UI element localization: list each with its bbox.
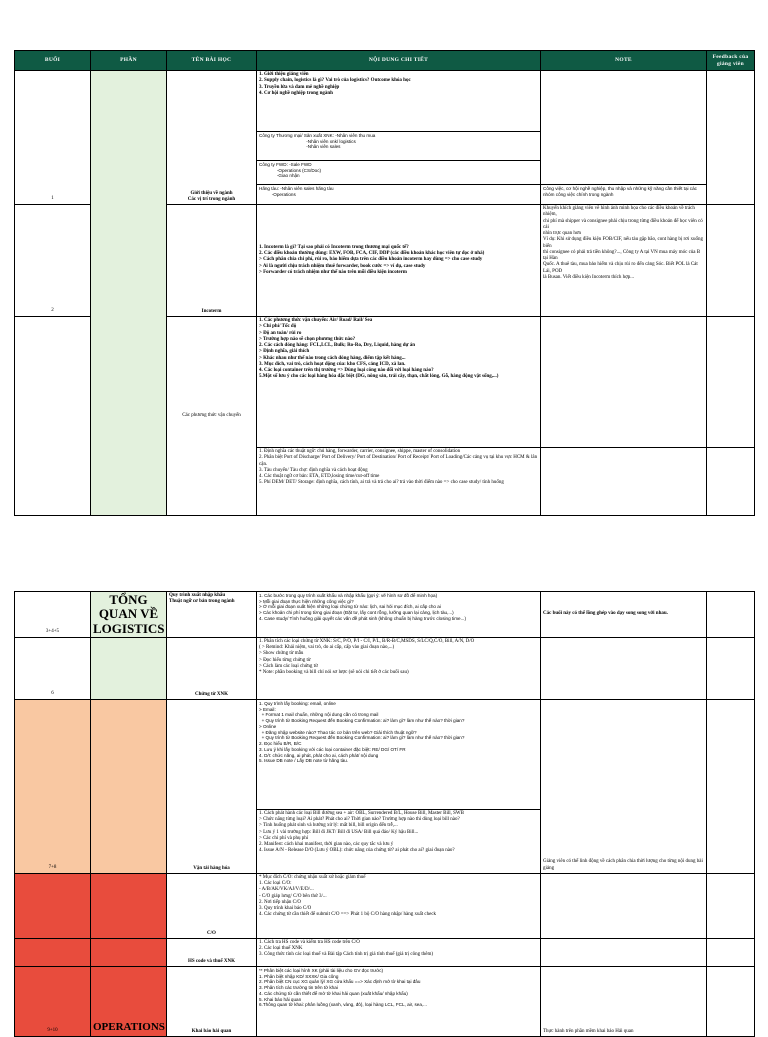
header-noi-dung: NỘI DUNG CHI TIẾT [257,51,541,71]
content-line: > Khác nhau như thế nào trong cách đóng hàng, điểm tập kết hàng... [259,355,406,361]
content-line: > Trường hợp nào sẽ chọn phương thức nào? [259,336,356,342]
content-line: -Nhân viên sales [259,144,341,150]
content-line: + Quy trình từ Booking Request đến Booking Confirmation: ai? làm gì? làm như thế nào? thời gian? [259,735,465,741]
content-chung-tu [257,637,541,699]
phan-cell-orange [91,699,167,873]
content-line: ( > Remind: Khái niệm, vai trò, do ai cấp, cấp vào giai đoạn nào,...) [259,645,395,651]
content-line: 2. Các loại thuế XNK [259,946,303,952]
content-line: -Operations [259,191,296,197]
content-line: 2. Phân biệt Port of Discharge/ Port of Delivery/ Port of Destination/ Port of Receipt/ Port of Loading/Các cảng vụ tại khu vực HCM & lân cận. [259,455,539,467]
content-line: > Ai là người chịu trách nhiệm thuê forwarder, book cước => ví dụ, case study [259,263,426,269]
feedback-empty [707,873,755,938]
content-line: 4. Issue A/N - Release D/O (Lưu ý OBL): chức năng của chứng từ? ai phát cho ai? giai đoạn nào? [259,848,455,854]
lesson-gioi-thieu [167,71,257,205]
note-line: Khuyến khích giảng viên vẽ hình ảnh minh họa cho các điều khoản về trách nhiệm, [543,206,697,218]
content-thuat-ngu [257,448,541,516]
note-van-tai: Giảng viên có thể linh động về cách phân chia thời lượng cho từng nội dung bài giảng [541,699,707,873]
content-line: > Các khoản chi phí trong từng giai đoạn (Đặt tư, lấy cont rỗng, lưỡng quan lại cảng, lịch tàu,...) [259,610,454,616]
content-line: * Mục đích C/O: chứng nhận xuất xứ hoặc giảm thuế [259,874,366,880]
feedback-empty [707,699,755,873]
note-empty [541,637,707,699]
content-line: -Operations (CS/Doc) [259,167,322,173]
content-gioi-thieu [257,71,541,132]
content-incoterm [257,205,541,317]
content-line: * Note: phần booking và bill chỉ nói sơ lược (sẽ nói chi tiết ở các buổi sau) [259,670,409,676]
lesson-gioi-thieu-text: Giới thiệu về ngành Các vị trí trong ngành [187,190,236,202]
header-note: NOTE [541,51,707,71]
content-line: > Online [259,723,277,729]
content-line: 3. Công thức tính các loại thuế và Bài tập Cách tính trị giá tính thuế (giá trị công thêm) [259,952,434,958]
note-line: nhìn trực quan hơn [543,231,581,236]
content-line: 4. Các chứng từ cần thiết để mở tờ khai hải quan (xuất khẩu/ nhập khẩu) [259,990,408,996]
content-line: 6.Thông quan tờ khai: phân luồng (xanh, vàng, đỏ), loại hàng LCL, FCL, air, sea,... [259,1002,427,1008]
phan-cell-1 [91,71,167,516]
curriculum-table-1 [14,50,755,516]
content-line: > Forwarder có trách nhiệm như thế nào trên mỗi điều kiện incoterm [259,269,407,275]
content-line: 2. Các cách đóng hàng: FCL,LCL, Bulk; Ro-Ro, Dry, Liquid, hàng dự án [259,343,416,348]
content-line: > Ở mỗi giai đoạn xuất hiện những loại chứng từ nào: lịch, sai hỏi mục đích, ai cấp cho ai [259,604,441,610]
content-line: > Chi phí/ Tốc độ [259,324,297,330]
content-line: 4. Case study/ Tình huống giải quyết các vấn đề phát sinh (không chuẩn bị hàng trước closing time...) [259,615,466,621]
content-line: 4. Các chứng từ cần thiết để submit C/O ==> Phát 1 bộ C/O hàng nhập/ hàng xuất check [259,912,437,918]
content-line: 2. Supply chain, logistics là gì? Vai trò của logistics? Outcome khóa học [259,78,411,84]
content-line: 1. Cách tra HS code và kiểm tra HS code trên C/O [259,939,360,945]
content-line: 5. Issue DB note / Lấy DB note từ hãng tàu. [259,758,349,764]
note-line: Ví dụ: Khi sử dụng điều kiện FOB/CIF, nếu tàu gặp bão, cont hàng bị rơi xuống biển [543,237,705,249]
content-line: 1. Các bước trong quy trình xuất khẩu và nhập khẩu (gợi ý: vẽ hình sơ đồ để minh họa) [259,593,438,598]
content-line: > Show chứng từ mẫu [259,651,304,657]
buoi-empty [15,317,91,516]
content-line: Công ty FWD: -Sale FWD [259,162,312,167]
content-line: > Cách làm các loại chứng từ [259,663,318,669]
feedback-empty [707,938,755,966]
buoi-empty [15,873,91,938]
phan-tong-quan-logistics: TỔNG QUAN VỀ LOGISTICS [91,592,167,638]
note-quy-trinh-xnk: Các buổi này có thể lồng ghép vào dạy song song với nhau. [541,592,707,638]
content-line: 4. Các loại container trên thị trường => Dùng loại công nào đối với loại hàng nào? [259,368,434,373]
content-line: 5. Khai báo hải quan [259,996,302,1002]
content-hs-code [257,938,541,966]
feedback-empty [707,592,755,638]
lesson-khai-bao: Khai báo hải quan [167,966,257,1036]
phan-cell-red [91,873,167,938]
buoi-3-4-5: 3+4+5 [15,592,91,638]
buoi-empty [15,938,91,966]
note-line: thì consignee có phải trả tiền không?..., Công ty A tại VN mua máy móc của B tại Hàn [543,249,702,261]
content-line: + Đăng nhập website nào? Thao tác cơ bản trên web? Giải thích thuật ngữ? [259,729,417,735]
content-line: 1. Các phương thức vận chuyển: Air/ Road/ Rail/ Sea [259,318,373,323]
content-bill [257,809,541,873]
content-line: + Format 1 mail chuẩn, những nội dung cần có trong mail [259,712,379,718]
lesson-hs-code: HS code và thuế XNK [167,938,257,966]
content-line: 4. D/I: chức năng, ai phát, phát cho ai, cách phát/ nội dung [259,752,379,758]
content-line: 2. Các điều khoản thường dùng: EXW, FOB, FCA, CIF, DDP (các điều khoản khác học viên tự đọc ở nhà) [259,251,485,257]
content-line: 5. Phí DEM/ DET/ Storage: định nghĩa, cách tính, ai trả và trả cho ai? trả vào thời điểm nào => cho case study/ tình huống [259,480,504,486]
phan-cell-green [91,637,167,699]
lesson-van-tai: Vận tải hàng hóa [167,699,257,873]
content-line: + Quy trình từ Booking Request đến Booking Confirmation: ai? làm gì? làm như thế nào? thời gian? [259,718,465,724]
buoi-9-10: 9+10 [15,966,91,1036]
content-line: 1. Phân tích các loại chứng từ XNK: S/C, P/O, P/I - C/I, P/L, B/R-B/C,MSDS, S/LC/Q,C/O, Bill, A/N, D/O [259,638,475,644]
buoi-6: 6 [15,637,91,699]
content-line: > Lưu ý 1 vài trường hợp: Bill đi JKT/ Bill đi USA/ Bill quá đáo/ Ký hậu Bill... [259,829,419,835]
lesson-co: C/O [167,873,257,938]
content-line: ** Phân biệt các loại hình XK (phải tài liệu cho GV đọc trước) [259,967,384,973]
content-line: 2. Đọc hiểu B/R, B/C [259,741,302,747]
header-buoi: BUỔI [15,51,91,71]
content-line: 3. Phân tích các trường tin trên tờ khai [259,985,338,991]
header-phan: PHẦN [91,51,167,71]
note-line: là Busan. Viết điều kiện Incoterm thích hợp... [543,274,634,280]
content-line: 1. Cách phát hành các loại Bill đường sea + air: OBL, Surrendered B/L, House Bill, Master Bill, SWB [259,810,464,816]
content-line: 1. Giới thiệu giảng viên [259,72,309,77]
content-line: 1. Định nghĩa các thuật ngữ: chủ hàng, forwarder, carrier, consignee, shippe, master of consolidation [259,449,461,454]
note-incoterm [541,205,707,317]
note-gioi-thieu: Công việc, cơ hội nghề nghiệp, thu nhập và những kỹ năng cần thiết tại các nhóm công việc chính trong ngành [541,185,707,205]
feedback-empty [707,317,755,448]
feedback-empty [707,205,755,317]
content-line: 3. Lưu ý khi lấy booking với các loại container đặc biệt: RE/ DG/ OT/ FR [259,746,406,752]
curriculum-table-2 [14,591,755,1037]
content-line: -Giao nhận [259,173,300,179]
content-cong-ty-fwd [257,161,541,185]
content-line: 3. Quy trình khai báo C/O [259,906,312,912]
header-ten-bai-hoc: TÊN BÀI HỌC [167,51,257,71]
content-line: 1. Quy trình lấy booking: email, online [259,700,336,706]
content-line: 5.Một số lưu ý cho các loại hàng hóa đặc biệt (DG, nông sản, trái cây, thạn, chất lỏng, Gỗ, hàng động vật sống,...) [259,374,499,380]
content-line: > Chức năng từng loại? Ai phát? Phát cho ai? Thời gian nào? Trường hợp nào thì dùng loại bill nào? [259,817,460,823]
content-line: - C/O giáp lưng/ C/O bên thứ 3/... [259,893,327,899]
note-line: Quốc. A thuê tàu, mua bảo hiểm và chịu rủi ro đến cảng Sóc. Biết POL là Cát Lái, POD [543,262,700,274]
note-empty [541,71,707,185]
note-empty [541,448,707,516]
lesson-phuong-thuc: Các phương thức vận chuyển [167,317,257,516]
buoi-1: 1 [15,71,91,205]
lesson-quy-trinh-xnk [167,592,257,638]
content-line: 1. Phân biệt nhập KD/ SXXK/ Gia công [259,973,339,979]
content-line: -Nhân viên xnk/ logistics [259,138,356,144]
content-khai-bao [257,966,541,1036]
note-khai-bao: Thực hành trên phần mềm khai báo Hải quan [541,966,707,1036]
content-line: > Các chi phí và phụ phí [259,835,309,841]
content-line: 3. Tàu chuyến/ Tàu chợ: định nghĩa và cách hoạt động [259,467,368,473]
content-co [257,873,541,938]
content-line: > Độ an toàn/ rủi ro [259,330,302,336]
phan-operations: OPERATIONS [91,966,167,1036]
content-line: > Tình huống phát sinh và hướng xử lý: mất bill, bill origin đến trễ,... [259,823,398,829]
buoi-7-8: 7+8 [15,699,91,873]
feedback-empty [707,637,755,699]
content-line: 1. Incoterm là gì? Tại sao phải có Incoterm trong thương mại quốc tế? [259,244,409,250]
content-line: 3. Truyền lửa và đam mê nghề nghiệp [259,84,340,90]
content-line: 2. Phân biệt CN cục XG quản lý/ XG cửa khẩu ==> Xác định mở tờ khai tại đâu [259,979,421,985]
content-line: 2. Nơi tiếp nhận C/O [259,899,301,905]
feedback-empty [707,71,755,205]
lesson-quy-trinh-xnk-text: Quy trình xuất nhập khẩu Thuật ngữ cơ bản trong ngành [169,593,235,605]
note-line: chi phí mà shipper và consignee phải chịu trong từng điều khoản để học viên có cái [543,218,705,230]
content-line: Công ty Thương mại/ Sản xuất XNK: -Nhân viên thu mua [259,133,376,138]
content-line: > Định nghĩa, giải thích [259,349,310,355]
content-line: 3. Mục đích, vai trò, cách hoạt động của: kho CFS, cảng ICD, xà lan. [259,361,406,367]
lesson-incoterm: Incoterm [167,205,257,317]
lesson-chung-tu: Chứng từ XNK [167,637,257,699]
content-hang-tau [257,185,541,205]
buoi-2: 2 [15,205,91,317]
note-empty [541,938,707,966]
content-cong-ty-xnk [257,132,541,161]
feedback-empty [707,966,755,1036]
feedback-empty [707,448,755,516]
content-line: Hãng tàu: -Nhân viên sales hãng tàu [259,186,334,191]
content-line: > Cách phân chia chi phí, rủi ro, bảo hiểm dựa trên các điều khoản incoterm hay dùng => cho case study [259,257,483,263]
header-feedback: Feedback của giảng viên [707,51,755,71]
phan-cell-red [91,938,167,966]
note-empty [541,317,707,448]
content-line: > Mỗi giai đoạn thực hiện những công việc gì? [259,598,354,604]
content-line: > Đọc hiểu từng chứng từ [259,657,311,663]
content-quy-trinh-xnk [257,592,541,638]
content-line: > Email: [259,706,276,712]
content-line: - A/B/AK/VK/AJ/V/E/D/... [259,887,314,893]
content-line: 2. Manifest: cách khai manifest, thời gian nào, các quy tắc và lưu ý [259,842,394,848]
content-line: 4. Cơ hội nghề nghiệp trong ngành [259,90,333,96]
content-phuong-thuc [257,317,541,448]
content-booking [257,699,541,809]
content-line: 1. Các loại C/O: [259,881,292,887]
note-empty [541,873,707,938]
content-line: 4. Các thuật ngữ cơ bản: ETA, ETD,losing time/cut-off time [259,474,380,479]
